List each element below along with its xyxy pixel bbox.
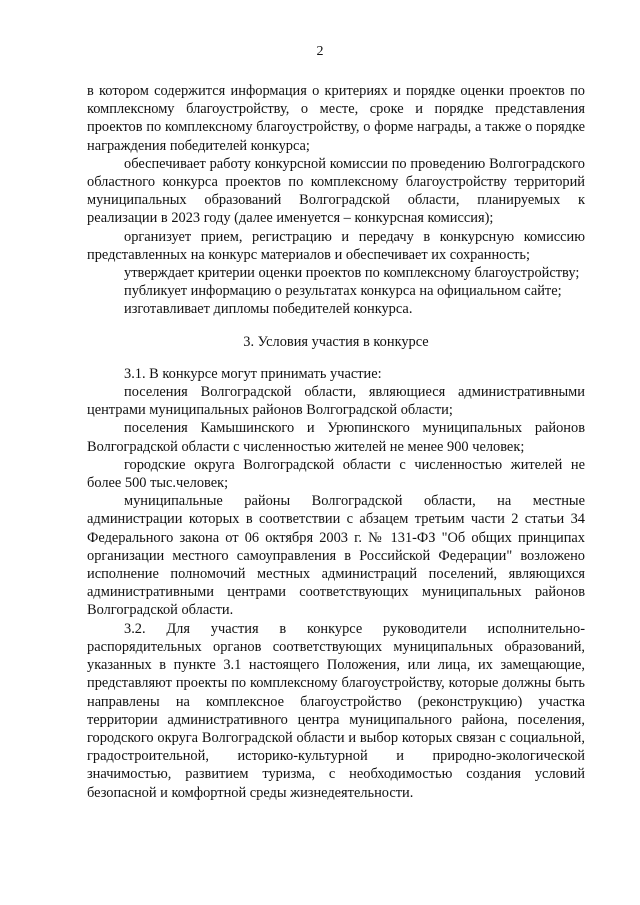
paragraph-diplomas: изготавливает дипломы победителей конкурса. [124, 301, 413, 318]
paragraph-3-1: 3.1. В конкурсе могут принимать участие: [124, 365, 382, 382]
page-number: 2 [316, 44, 324, 59]
paragraph-3-2: 3.2. Для участия в конкурсе руководители исполнительно-распорядительных органов соответствующих муниципальных образований, указанных в пункте 3.1 настоящего Положения, или лица, их замещающие, представляют проекты по комплексному благоустройству, которые должны быть направлены на комплексное благоустройство (реконструкцию) участка территории административного центра муниципального района, поселения, городского округа Волгоградской области и выбор которых связан с социальной, градостроительной, историко-культурной и природно-экологической значимостью, развитием туризма, с необходимостью создания условий безопасной и комфортной среды жизнедеятельности. [87, 620, 585, 801]
section-heading-participation: 3. Условия участия в конкурсе [243, 333, 429, 350]
paragraph-reception: организует прием, регистрацию и передачу в конкурсную комиссию представленных на конкурс материалов и обеспечивает их сохранность; [87, 228, 585, 263]
paragraph-criteria-info: в котором содержится информация о критериях и порядке оценки проектов по комплексному благоустройству, о месте, сроке и порядке представления проектов по комплексному благоустройству, о форме награды, а также о порядке награждения победителей конкурса; [87, 83, 585, 154]
paragraph-publishes-results: публикует информацию о результатах конкурса на официальном сайте; [124, 283, 562, 300]
paragraph-commission-work: обеспечивает работу конкурсной комиссии по проведению Волгоградского областного конкурса проектов по комплексному благоустройству территорий муниципальных образований Волгоградской области, планируемых к реализации в 2023 году (далее именуется – конкурсная комиссия); [87, 155, 585, 227]
paragraph-approves-criteria: утверждает критерии оценки проектов по комплексному благоустройству; [124, 265, 580, 282]
paragraph-kamyshin-uryupinsk: поселения Камышинского и Урюпинского муниципальных районов Волгоградской области с численностью жителей не менее 900 человек; [87, 420, 585, 455]
paragraph-city-districts: городские округа Волгоградской области с численностью жителей не более 500 тыс.человек; [87, 456, 585, 492]
paragraph-admin-centers: поселения Волгоградской области, являющиеся административными центрами муниципальных районов Волгоградской области; [87, 384, 585, 419]
paragraph-municipal-districts: муниципальные районы Волгоградской области, на местные администрации которых в соответствии с абзацем третьим части 2 статьи 34 Федерального закона от 06 октября 2003 г. № 131-ФЗ "Об общих принципах организации местного самоуправления в Российской Федерации" возложено исполнение полномочий местных администраций поселений, являющихся административными центрами соответствующих муниципальных районов Волгоградской области. [87, 493, 585, 619]
